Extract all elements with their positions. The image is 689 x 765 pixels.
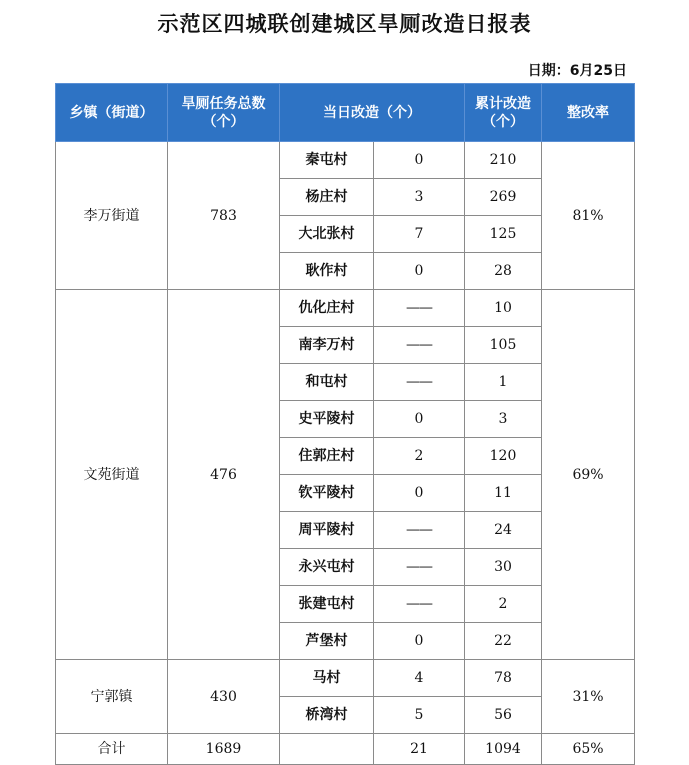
page-title: 示范区四城联创建城区旱厕改造日报表 — [157, 12, 532, 36]
village-cumulative: 120 — [465, 438, 542, 475]
total-label: 合计 — [56, 734, 168, 765]
village-name: 桥湾村 — [280, 697, 374, 734]
village-name: 杨庄村 — [280, 179, 374, 216]
header-cumulative-line2: （个） — [482, 113, 524, 130]
town-rate: 69% — [542, 290, 635, 660]
town-name: 文苑街道 — [56, 290, 168, 660]
table-body — [56, 142, 635, 765]
town-rate: 31% — [542, 660, 635, 734]
town-name: 李万街道 — [56, 142, 168, 290]
village-today: 0 — [374, 475, 465, 512]
village-name: 马村 — [280, 660, 374, 697]
village-cumulative: 125 — [465, 216, 542, 253]
village-cumulative: 210 — [465, 142, 542, 179]
village-cumulative: 78 — [465, 660, 542, 697]
village-today: —— — [374, 364, 465, 401]
village-name: 永兴屯村 — [280, 549, 374, 586]
village-name: 大北张村 — [280, 216, 374, 253]
village-today: 2 — [374, 438, 465, 475]
village-today: 5 — [374, 697, 465, 734]
village-cumulative: 105 — [465, 327, 542, 364]
village-name: 住郭庄村 — [280, 438, 374, 475]
town-total-tasks: 430 — [168, 660, 280, 734]
total-village — [280, 734, 374, 765]
village-cumulative: 1 — [465, 364, 542, 401]
village-today: —— — [374, 586, 465, 623]
town-total-tasks: 783 — [168, 142, 280, 290]
village-name: 芦堡村 — [280, 623, 374, 660]
village-today: 4 — [374, 660, 465, 697]
table-header-row — [56, 84, 635, 142]
table-row — [56, 290, 635, 327]
village-cumulative: 24 — [465, 512, 542, 549]
header-cumulative-line1: 累计改造 — [475, 95, 531, 112]
table-row — [56, 142, 635, 179]
total-rate: 65% — [542, 734, 635, 765]
town-name: 宁郭镇 — [56, 660, 168, 734]
village-today: 7 — [374, 216, 465, 253]
village-name: 钦平陵村 — [280, 475, 374, 512]
village-name: 耿作村 — [280, 253, 374, 290]
village-today: —— — [374, 327, 465, 364]
village-today: 0 — [374, 401, 465, 438]
header-town: 乡镇（街道） — [56, 84, 168, 142]
town-total-tasks: 476 — [168, 290, 280, 660]
town-rate: 81% — [542, 142, 635, 290]
village-name: 秦屯村 — [280, 142, 374, 179]
village-name: 仇化庄村 — [280, 290, 374, 327]
village-cumulative: 28 — [465, 253, 542, 290]
header-total-tasks — [168, 84, 280, 142]
village-name: 史平陵村 — [280, 401, 374, 438]
village-cumulative: 22 — [465, 623, 542, 660]
header-total-tasks-line1: 旱厕任务总数 — [181, 95, 266, 112]
village-cumulative: 269 — [465, 179, 542, 216]
village-today: 0 — [374, 142, 465, 179]
village-today: 0 — [374, 623, 465, 660]
village-today: —— — [374, 290, 465, 327]
total-row — [56, 734, 635, 765]
village-today: —— — [374, 549, 465, 586]
report-table — [55, 83, 635, 765]
village-cumulative: 2 — [465, 586, 542, 623]
header-total-tasks-line2: （个） — [202, 113, 245, 130]
village-today: —— — [374, 512, 465, 549]
report-date: 日期：6月25日 — [527, 63, 627, 79]
village-cumulative: 3 — [465, 401, 542, 438]
table-row — [56, 660, 635, 697]
header-cumulative — [465, 84, 542, 142]
total-cumulative: 1094 — [465, 734, 542, 765]
village-today: 0 — [374, 253, 465, 290]
village-name: 南李万村 — [280, 327, 374, 364]
header-today: 当日改造（个） — [280, 84, 465, 142]
village-name: 周平陵村 — [280, 512, 374, 549]
village-cumulative: 10 — [465, 290, 542, 327]
total-today: 21 — [374, 734, 465, 765]
village-name: 和屯村 — [280, 364, 374, 401]
village-cumulative: 30 — [465, 549, 542, 586]
village-name: 张建屯村 — [280, 586, 374, 623]
village-today: 3 — [374, 179, 465, 216]
header-rate: 整改率 — [542, 84, 635, 142]
village-cumulative: 56 — [465, 697, 542, 734]
village-cumulative: 11 — [465, 475, 542, 512]
total-tasks: 1689 — [168, 734, 280, 765]
